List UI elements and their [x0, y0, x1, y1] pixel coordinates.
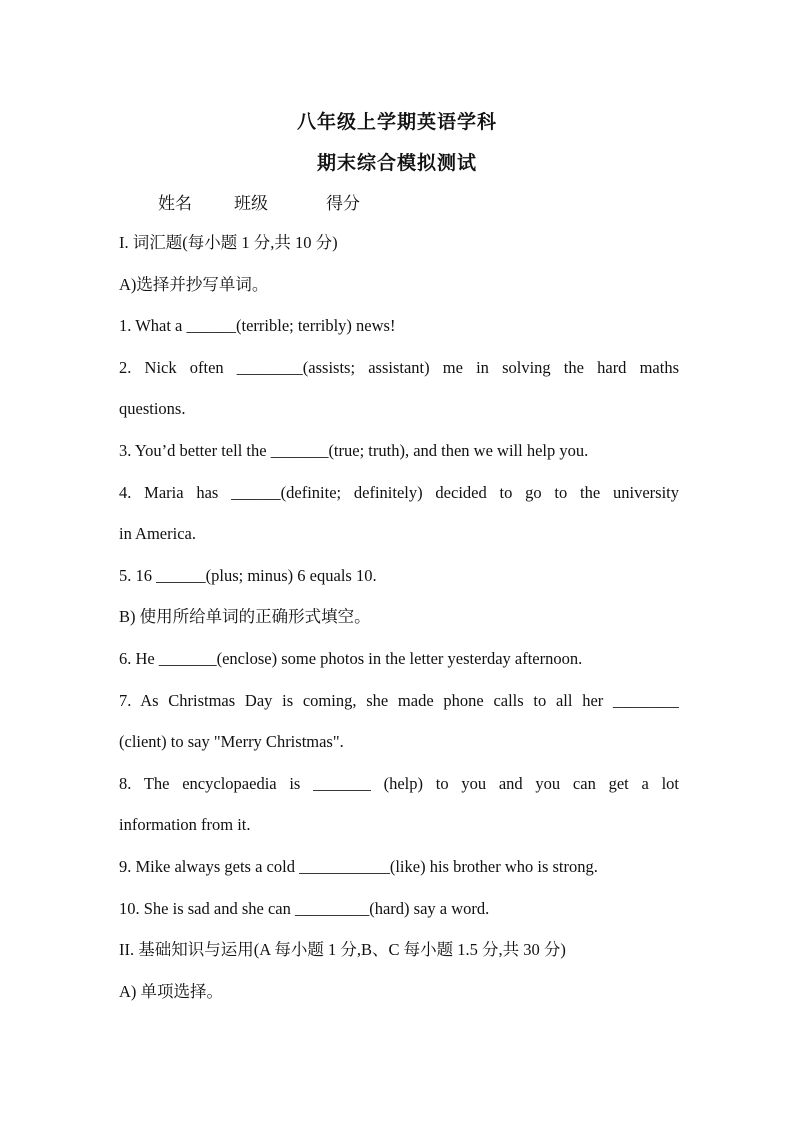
- question-8: 8. The encyclopaedia is _______ (help) to you and you can get a lot: [119, 773, 679, 793]
- question-7-continued: (client) to say "Merry Christmas".: [119, 732, 344, 752]
- question-9: 9. Mike always gets a cold ___________(like) his brother who is strong.: [119, 856, 598, 876]
- subsection-heading-single-choice: A) 单项选择。: [119, 981, 224, 1001]
- score-label: 得分: [326, 194, 360, 213]
- question-6: 6. He _______(enclose) some photos in the letter yesterday afternoon.: [119, 648, 583, 668]
- exam-subtitle: 期末综合模拟测试: [316, 153, 477, 174]
- question-7: 7. As Christmas Day is coming, she made phone calls to all her ________: [119, 690, 679, 710]
- student-info-row: [158, 189, 360, 214]
- question-10: 10. She is sad and she can _________(hard) say a word.: [119, 898, 490, 918]
- subsection-heading-b: B) 使用所给单词的正确形式填空。: [119, 607, 371, 627]
- question-3: 3. You’d better tell the _______(true; truth), and then we will help you.: [119, 440, 589, 460]
- exam-content: [119, 230, 679, 1020]
- class-label: 班级: [234, 194, 268, 213]
- question-4: 4. Maria has ______(definite; definitely) decided to go to the university: [119, 482, 679, 502]
- question-8-continued: information from it.: [119, 815, 251, 835]
- exam-title: 八年级上学期英语学科: [296, 112, 497, 133]
- question-1: 1. What a ______(terrible; terribly) news!: [119, 316, 396, 336]
- name-label: 姓名: [158, 194, 192, 213]
- question-5: 5. 16 ______(plus; minus) 6 equals 10.: [119, 565, 377, 585]
- question-4-continued: in America.: [119, 524, 196, 544]
- subsection-heading-a: A)选择并抄写单词。: [119, 274, 269, 294]
- question-2: 2. Nick often ________(assists; assistant) me in solving the hard maths: [119, 357, 679, 377]
- section-heading-vocabulary: I. 词汇题(每小题 1 分,共 10 分): [119, 233, 338, 252]
- question-2-continued: questions.: [119, 399, 186, 419]
- section-heading-basics: II. 基础知识与运用(A 每小题 1 分,B、C 每小题 1.5 分,共 30 分): [119, 940, 566, 960]
